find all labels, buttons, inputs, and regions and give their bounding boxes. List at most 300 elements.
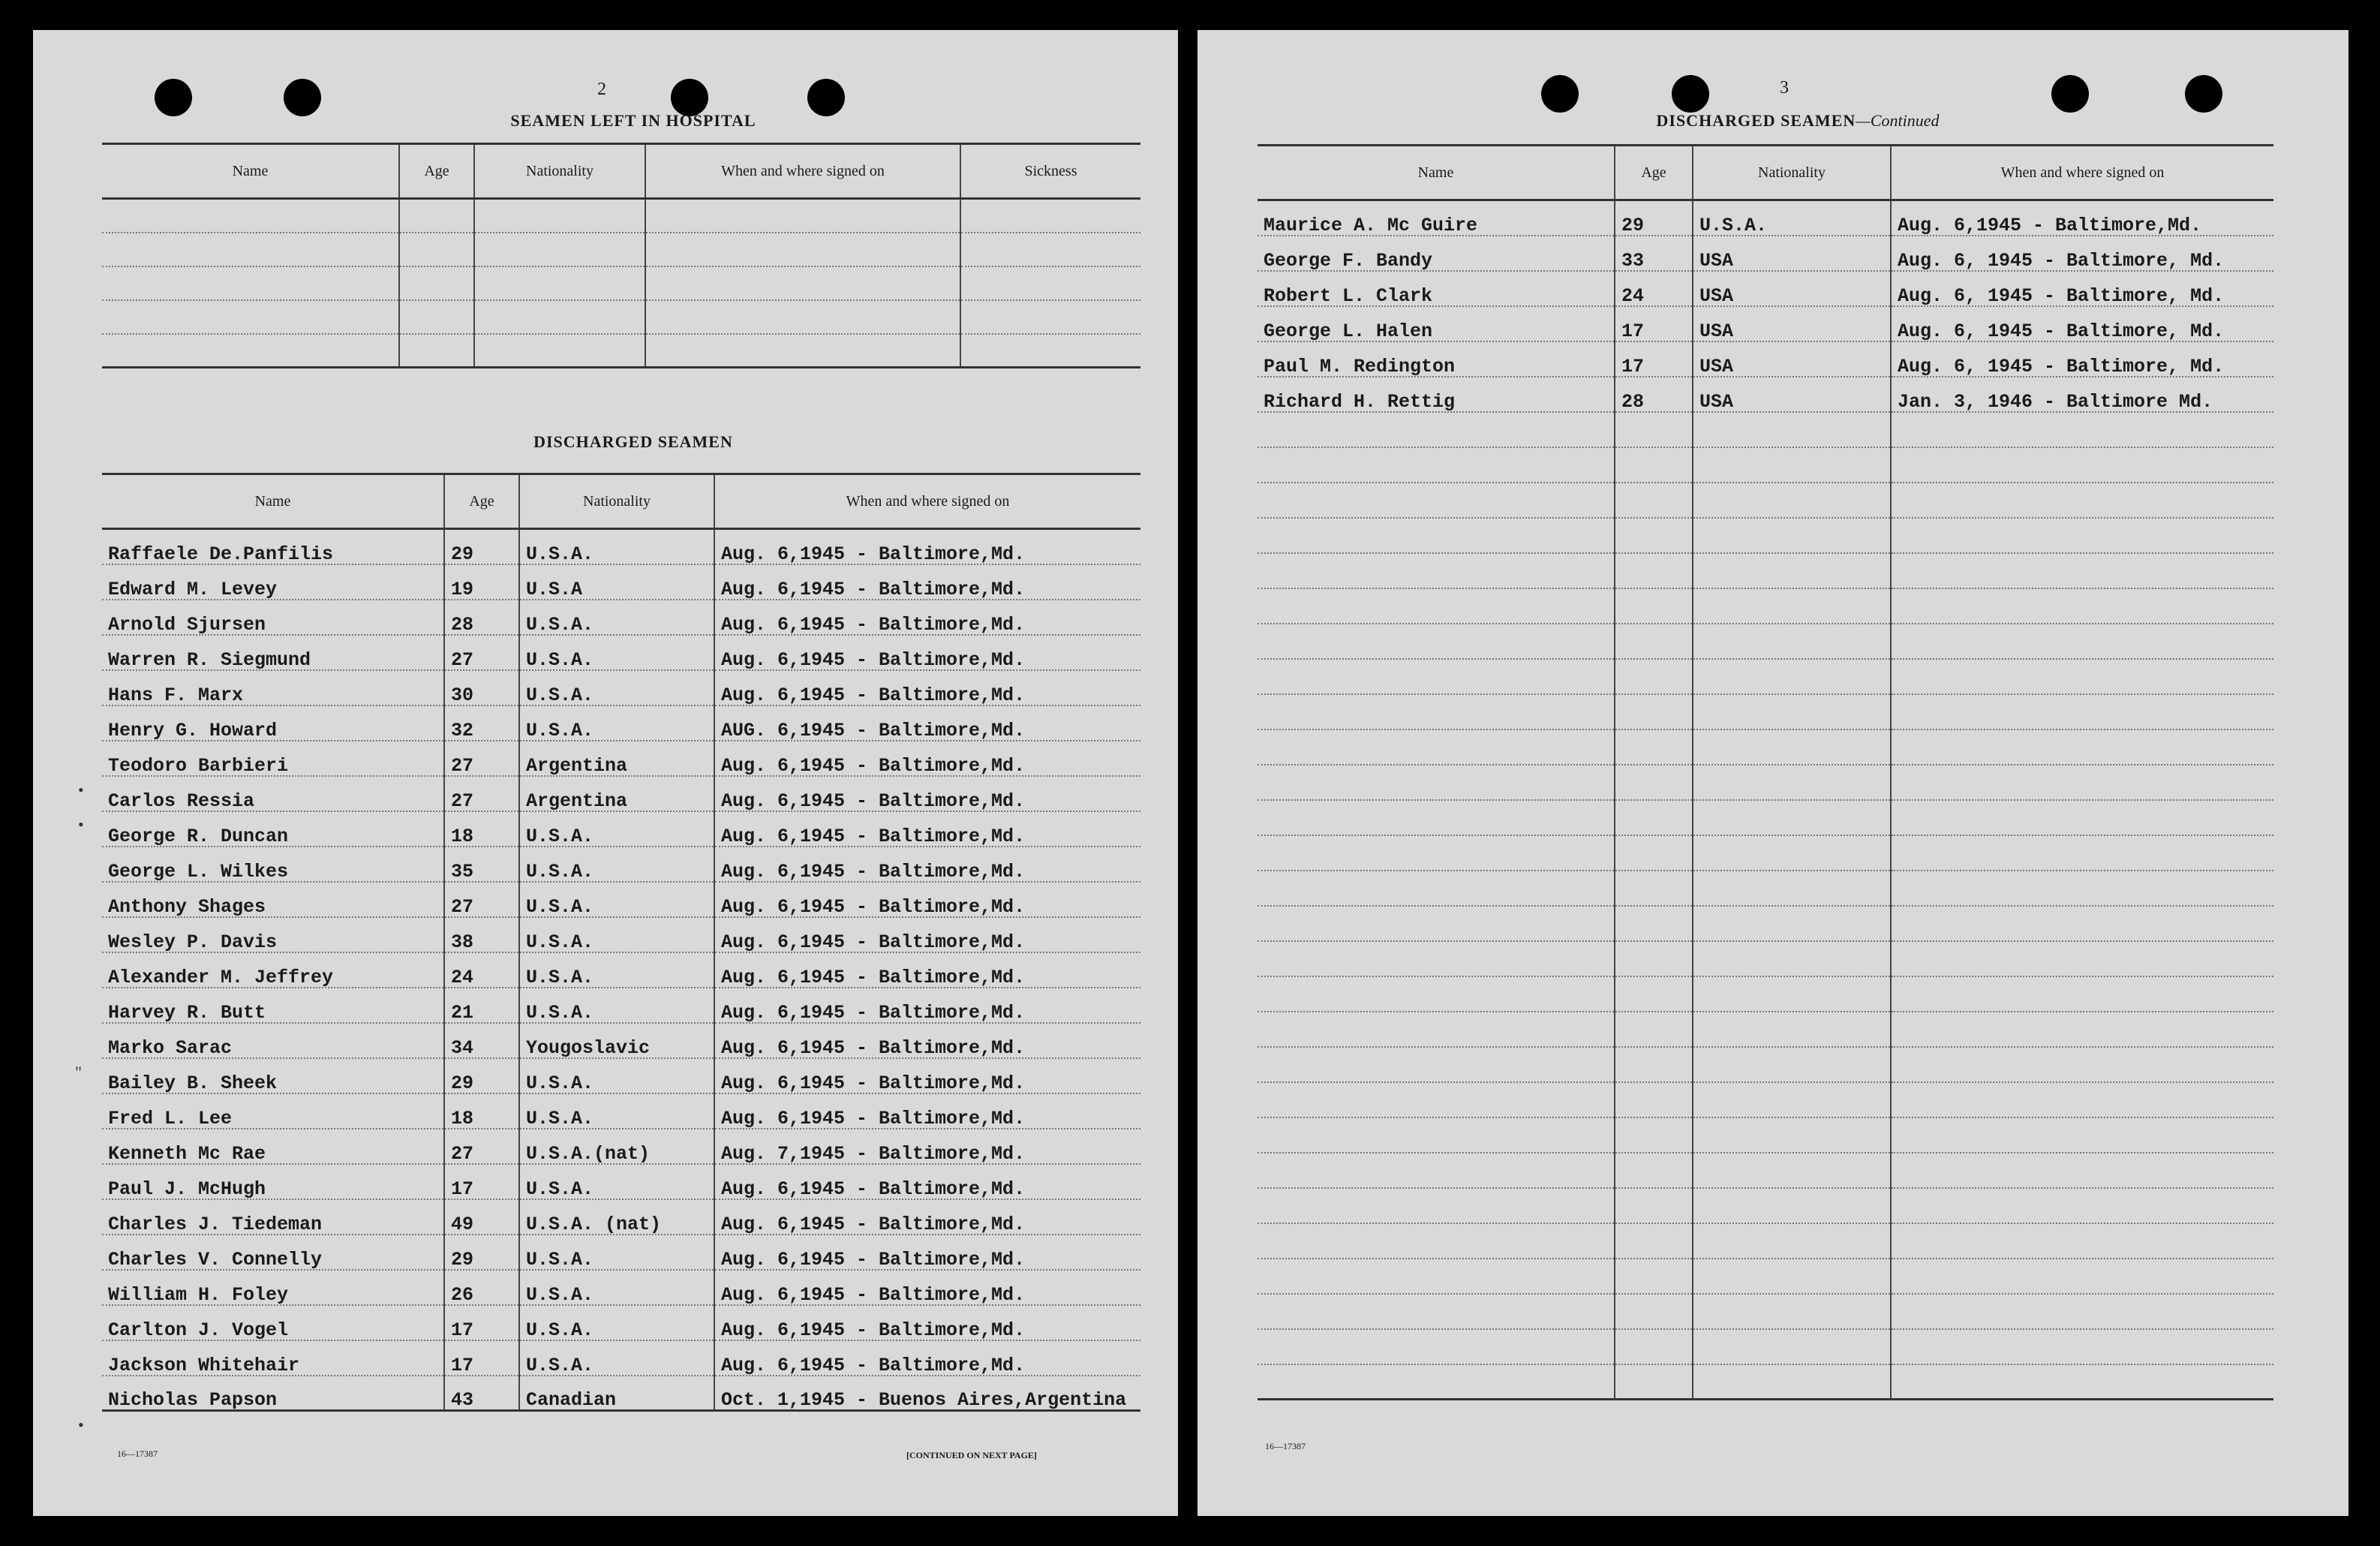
table-cell: 28 <box>1615 377 1693 412</box>
table-row <box>102 917 1140 952</box>
table-cell: Aug. 6,1945 - Baltimore,Md. <box>714 811 1140 847</box>
table-cell: USA <box>1693 341 1891 377</box>
blank-cell <box>1615 800 1693 835</box>
table-cell: Aug. 7,1945 - Baltimore,Md. <box>714 1129 1140 1164</box>
table-cell: Aug. 6,1945 - Baltimore,Md. <box>714 1093 1140 1129</box>
blank-cell <box>1693 483 1891 518</box>
table-cell: Aug. 6,1945 - Baltimore,Md. <box>714 635 1140 670</box>
column-header-nationality: Nationality <box>1693 146 1891 200</box>
table-cell: Aug. 6,1945 - Baltimore,Md. <box>714 847 1140 882</box>
table-row <box>102 1129 1140 1164</box>
page-number: 2 <box>597 80 606 99</box>
column-header-sickness: Sickness <box>960 144 1140 199</box>
blank-cell <box>1615 1259 1693 1294</box>
table-cell: Marko Sarac <box>102 1023 444 1058</box>
margin-mark: • <box>78 1415 84 1434</box>
blank-cell <box>960 266 1140 300</box>
blank-cell <box>1615 483 1693 518</box>
blank-cell <box>1693 906 1891 941</box>
table-cell: U.S.A.(nat) <box>519 1129 714 1164</box>
table-cell: U.S.A. <box>519 917 714 952</box>
blank-cell <box>1693 1012 1891 1047</box>
blank-cell <box>474 300 645 334</box>
table-cell: Aug. 6,1945 - Baltimore,Md. <box>714 1235 1140 1270</box>
table-cell: 38 <box>444 917 519 952</box>
table-cell: Teodoro Barbieri <box>102 741 444 776</box>
blank-cell <box>1891 1259 2273 1294</box>
table-cell: U.S.A. <box>519 1093 714 1129</box>
blank-cell <box>1693 518 1891 553</box>
blank-cell <box>1891 1329 2273 1364</box>
table-cell: U.S.A. (nat) <box>519 1199 714 1235</box>
blank-cell <box>1615 906 1693 941</box>
blank-cell <box>1615 1047 1693 1082</box>
blank-cell <box>399 334 474 368</box>
blank-cell <box>1891 1117 2273 1153</box>
table-row <box>102 741 1140 776</box>
table-cell: 29 <box>444 1235 519 1270</box>
table-cell: U.S.A. <box>519 1270 714 1305</box>
blank-cell <box>474 199 645 233</box>
blank-cell <box>1258 588 1615 624</box>
table-row <box>102 847 1140 882</box>
blank-cell <box>960 199 1140 233</box>
blank-row <box>1258 800 2273 835</box>
blank-cell <box>102 266 399 300</box>
page-number: 3 <box>1780 78 1789 98</box>
table-cell: U.S.A. <box>519 635 714 670</box>
table-cell: Aug. 6,1945 - Baltimore,Md. <box>714 1270 1140 1305</box>
table-row <box>102 882 1140 917</box>
blank-cell <box>1615 976 1693 1012</box>
blank-cell <box>645 300 960 334</box>
blank-row <box>1258 483 2273 518</box>
blank-cell <box>1693 871 1891 906</box>
table-cell: William H. Foley <box>102 1270 444 1305</box>
table-cell: Robert L. Clark <box>1258 271 1615 306</box>
table-cell: George L. Halen <box>1258 306 1615 341</box>
table-cell: U.S.A. <box>519 1235 714 1270</box>
blank-row <box>1258 1294 2273 1329</box>
blank-cell <box>1891 1294 2273 1329</box>
blank-cell <box>102 199 399 233</box>
blank-row <box>102 300 1140 334</box>
margin-mark: • <box>78 781 84 799</box>
blank-cell <box>1258 659 1615 694</box>
table-cell: 17 <box>444 1340 519 1376</box>
margin-mark: " <box>75 1063 82 1081</box>
hospital-table <box>102 143 1140 368</box>
right-page <box>1198 30 2348 1516</box>
table-cell: Aug. 6,1945 - Baltimore,Md. <box>714 952 1140 988</box>
blank-cell <box>1891 1153 2273 1188</box>
punch-hole <box>1672 75 1709 113</box>
table-cell: Aug. 6,1945 - Baltimore,Md. <box>1891 200 2273 236</box>
blank-cell <box>399 199 474 233</box>
blank-cell <box>1258 1012 1615 1047</box>
table-cell: Anthony Shages <box>102 882 444 917</box>
table-cell: 29 <box>444 529 519 564</box>
blank-cell <box>1615 1329 1693 1364</box>
table-cell: Bailey B. Sheek <box>102 1058 444 1093</box>
table-cell: Warren R. Siegmund <box>102 635 444 670</box>
blank-cell <box>1693 412 1891 447</box>
table-cell: U.S.A. <box>519 600 714 635</box>
blank-cell <box>1693 1117 1891 1153</box>
table-cell: 27 <box>444 635 519 670</box>
blank-cell <box>474 266 645 300</box>
blank-cell <box>1891 483 2273 518</box>
table-cell: Carlos Ressia <box>102 776 444 811</box>
table-cell: U.S.A. <box>519 1340 714 1376</box>
blank-cell <box>1258 483 1615 518</box>
blank-cell <box>1258 1153 1615 1188</box>
blank-row <box>1258 518 2273 553</box>
blank-cell <box>1615 412 1693 447</box>
blank-cell <box>1258 694 1615 729</box>
blank-cell <box>1891 800 2273 835</box>
blank-row <box>1258 1117 2273 1153</box>
table-cell: Aug. 6,1945 - Baltimore,Md. <box>714 988 1140 1023</box>
blank-row <box>1258 447 2273 483</box>
table-cell: USA <box>1693 306 1891 341</box>
blank-cell <box>1891 1082 2273 1117</box>
margin-mark: • <box>78 815 84 834</box>
blank-row <box>1258 906 2273 941</box>
blank-cell <box>474 334 645 368</box>
blank-row <box>1258 659 2273 694</box>
blank-cell <box>645 334 960 368</box>
blank-cell <box>1891 1223 2273 1259</box>
blank-cell <box>1891 518 2273 553</box>
table-cell: Canadian <box>519 1376 714 1411</box>
table-row <box>102 1199 1140 1235</box>
blank-cell <box>1891 412 2273 447</box>
column-header-when-and-where-signed-on: When and where signed on <box>1891 146 2273 200</box>
blank-row <box>1258 1047 2273 1082</box>
blank-cell <box>1891 1012 2273 1047</box>
blank-cell <box>1891 1188 2273 1223</box>
table-cell: 32 <box>444 705 519 741</box>
column-header-when-and-where-signed-on: When and where signed on <box>645 144 960 199</box>
table-cell: 24 <box>1615 271 1693 306</box>
form-number: 16—17387 <box>117 1448 158 1459</box>
blank-cell <box>1258 765 1615 800</box>
table-row <box>1258 236 2273 271</box>
blank-cell <box>1693 1329 1891 1364</box>
blank-cell <box>1615 1364 1693 1400</box>
table-cell: Aug. 6,1945 - Baltimore,Md. <box>714 882 1140 917</box>
blank-cell <box>399 300 474 334</box>
table-row <box>102 1305 1140 1340</box>
blank-row <box>1258 871 2273 906</box>
table-cell: Raffaele De.Panfilis <box>102 529 444 564</box>
table-cell: Aug. 6,1945 - Baltimore,Md. <box>714 917 1140 952</box>
blank-cell <box>645 199 960 233</box>
form-number: 16—17387 <box>1265 1441 1306 1451</box>
table-cell: Arnold Sjursen <box>102 600 444 635</box>
table-row <box>102 952 1140 988</box>
table-cell: Aug. 6,1945 - Baltimore,Md. <box>714 529 1140 564</box>
table-cell: USA <box>1693 236 1891 271</box>
table-cell: Nicholas Papson <box>102 1376 444 1411</box>
blank-cell <box>1258 1294 1615 1329</box>
table-row <box>102 635 1140 670</box>
blank-cell <box>1891 588 2273 624</box>
table-cell: 17 <box>1615 306 1693 341</box>
blank-cell <box>1693 1364 1891 1400</box>
table-cell: U.S.A <box>519 564 714 600</box>
blank-cell <box>1615 624 1693 659</box>
blank-cell <box>1615 659 1693 694</box>
table-cell: Aug. 6,1945 - Baltimore,Md. <box>714 564 1140 600</box>
table-cell: 26 <box>444 1270 519 1305</box>
table-cell: Aug. 6,1945 - Baltimore,Md. <box>714 1340 1140 1376</box>
table-cell: Fred L. Lee <box>102 1093 444 1129</box>
column-header-nationality: Nationality <box>474 144 645 199</box>
table-row <box>1258 377 2273 412</box>
blank-cell <box>1258 1117 1615 1153</box>
table-cell: U.S.A. <box>519 1164 714 1199</box>
table-cell: Jackson Whitehair <box>102 1340 444 1376</box>
blank-cell <box>1615 729 1693 765</box>
blank-cell <box>1615 553 1693 588</box>
table-cell: Argentina <box>519 741 714 776</box>
table-cell: U.S.A. <box>519 1058 714 1093</box>
left-page <box>33 30 1178 1516</box>
blank-cell <box>1693 588 1891 624</box>
table-cell: Aug. 6, 1945 - Baltimore, Md. <box>1891 271 2273 306</box>
blank-row <box>1258 765 2273 800</box>
blank-cell <box>1693 1188 1891 1223</box>
blank-cell <box>1891 553 2273 588</box>
table-cell: George F. Bandy <box>1258 236 1615 271</box>
blank-cell <box>1258 1223 1615 1259</box>
blank-cell <box>1891 871 2273 906</box>
blank-cell <box>1693 447 1891 483</box>
blank-cell <box>1258 553 1615 588</box>
table-cell: 19 <box>444 564 519 600</box>
table-cell: Edward M. Levey <box>102 564 444 600</box>
table-row <box>102 600 1140 635</box>
table-row <box>1258 306 2273 341</box>
table-cell: U.S.A. <box>519 1305 714 1340</box>
blank-cell <box>1258 976 1615 1012</box>
table-cell: Aug. 6,1945 - Baltimore,Md. <box>714 1164 1140 1199</box>
table-row <box>1258 200 2273 236</box>
punch-hole <box>1541 75 1579 113</box>
blank-cell <box>960 300 1140 334</box>
table-cell: Aug. 6,1945 - Baltimore,Md. <box>714 741 1140 776</box>
blank-cell <box>1693 1153 1891 1188</box>
blank-row <box>1258 412 2273 447</box>
blank-cell <box>1615 1012 1693 1047</box>
blank-cell <box>645 266 960 300</box>
table-cell: Hans F. Marx <box>102 670 444 705</box>
blank-row <box>1258 694 2273 729</box>
column-header-name: Name <box>102 474 444 529</box>
table-cell: 33 <box>1615 236 1693 271</box>
table-cell: U.S.A. <box>519 811 714 847</box>
table-cell: USA <box>1693 271 1891 306</box>
table-cell: 29 <box>1615 200 1693 236</box>
table-cell: Jan. 3, 1946 - Baltimore Md. <box>1891 377 2273 412</box>
blank-cell <box>645 233 960 266</box>
table-cell: Paul M. Redington <box>1258 341 1615 377</box>
blank-cell <box>1258 835 1615 871</box>
table-cell: 49 <box>444 1199 519 1235</box>
table-cell: U.S.A. <box>519 847 714 882</box>
column-header-age: Age <box>399 144 474 199</box>
table-cell: Yougoslavic <box>519 1023 714 1058</box>
column-header-name: Name <box>102 144 399 199</box>
table-cell: Henry G. Howard <box>102 705 444 741</box>
blank-row <box>1258 1012 2273 1047</box>
table-row <box>102 811 1140 847</box>
blank-cell <box>1615 835 1693 871</box>
blank-cell <box>1258 412 1615 447</box>
blank-cell <box>1615 871 1693 906</box>
table-cell: Argentina <box>519 776 714 811</box>
table-cell: 27 <box>444 776 519 811</box>
table-cell: Aug. 6,1945 - Baltimore,Md. <box>714 1023 1140 1058</box>
blank-row <box>1258 1082 2273 1117</box>
table-cell: 34 <box>444 1023 519 1058</box>
blank-cell <box>1258 1364 1615 1400</box>
table-cell: 29 <box>444 1058 519 1093</box>
blank-cell <box>1258 941 1615 976</box>
blank-cell <box>1891 447 2273 483</box>
blank-cell <box>1615 694 1693 729</box>
table-cell: U.S.A. <box>519 988 714 1023</box>
blank-cell <box>1693 1047 1891 1082</box>
table-row <box>102 1340 1140 1376</box>
table-row <box>102 1235 1140 1270</box>
blank-cell <box>1693 659 1891 694</box>
title-text: DISCHARGED SEAMEN <box>1656 111 1856 130</box>
blank-row <box>102 199 1140 233</box>
table-cell: Richard H. Rettig <box>1258 377 1615 412</box>
punch-hole <box>155 79 192 116</box>
hospital-section-title: SEAMEN LEFT IN HOSPITAL <box>510 111 756 130</box>
blank-cell <box>1615 941 1693 976</box>
table-cell: Aug. 6, 1945 - Baltimore, Md. <box>1891 236 2273 271</box>
blank-row <box>1258 941 2273 976</box>
table-cell: U.S.A. <box>519 529 714 564</box>
blank-cell <box>1615 765 1693 800</box>
table-cell: Aug. 6, 1945 - Baltimore, Md. <box>1891 341 2273 377</box>
blank-row <box>1258 1329 2273 1364</box>
table-cell: 27 <box>444 741 519 776</box>
table-cell: Oct. 1,1945 - Buenos Aires,Argentina <box>714 1376 1140 1411</box>
blank-row <box>1258 1153 2273 1188</box>
blank-cell <box>1615 1223 1693 1259</box>
blank-cell <box>1615 1082 1693 1117</box>
blank-cell <box>1693 835 1891 871</box>
blank-row <box>1258 1259 2273 1294</box>
table-cell: 24 <box>444 952 519 988</box>
table-row <box>102 1164 1140 1199</box>
table-cell: Harvey R. Butt <box>102 988 444 1023</box>
table-cell: Alexander M. Jeffrey <box>102 952 444 988</box>
blank-cell <box>1891 694 2273 729</box>
blank-row <box>1258 588 2273 624</box>
blank-row <box>1258 624 2273 659</box>
table-cell: U.S.A. <box>519 882 714 917</box>
column-header-when-and-where-signed-on: When and where signed on <box>714 474 1140 529</box>
blank-cell <box>102 300 399 334</box>
table-row <box>1258 271 2273 306</box>
table-cell: Paul J. McHugh <box>102 1164 444 1199</box>
blank-row <box>1258 729 2273 765</box>
punch-hole <box>284 79 321 116</box>
blank-row <box>1258 835 2273 871</box>
table-cell: 27 <box>444 1129 519 1164</box>
blank-cell <box>399 266 474 300</box>
blank-cell <box>1693 765 1891 800</box>
table-cell: George R. Duncan <box>102 811 444 847</box>
continued-note: [CONTINUED ON NEXT PAGE] <box>906 1450 1037 1460</box>
table-row <box>102 564 1140 600</box>
blank-cell <box>1615 1117 1693 1153</box>
column-header-name: Name <box>1258 146 1615 200</box>
table-cell: 18 <box>444 1093 519 1129</box>
blank-row <box>1258 553 2273 588</box>
discharged-continued-title <box>1535 111 2060 131</box>
blank-cell <box>1615 1294 1693 1329</box>
table-cell: Aug. 6,1945 - Baltimore,Md. <box>714 600 1140 635</box>
discharged-continued-table <box>1258 144 2273 1400</box>
blank-cell <box>102 233 399 266</box>
blank-cell <box>1891 729 2273 765</box>
table-row <box>1258 341 2273 377</box>
blank-cell <box>1693 624 1891 659</box>
table-cell: Charles V. Connelly <box>102 1235 444 1270</box>
table-cell: 43 <box>444 1376 519 1411</box>
blank-cell <box>474 233 645 266</box>
table-cell: USA <box>1693 377 1891 412</box>
blank-row <box>102 233 1140 266</box>
blank-cell <box>399 233 474 266</box>
table-cell: George L. Wilkes <box>102 847 444 882</box>
blank-cell <box>1258 447 1615 483</box>
discharged-section-title: DISCHARGED SEAMEN <box>533 432 733 451</box>
blank-cell <box>1693 941 1891 976</box>
table-cell: U.S.A. <box>519 952 714 988</box>
table-row <box>102 988 1140 1023</box>
blank-cell <box>1258 1188 1615 1223</box>
table-cell: U.S.A. <box>1693 200 1891 236</box>
table-cell: Aug. 6, 1945 - Baltimore, Md. <box>1891 306 2273 341</box>
blank-cell <box>1693 729 1891 765</box>
table-row <box>102 705 1140 741</box>
table-row <box>102 1376 1140 1411</box>
blank-cell <box>1891 1364 2273 1400</box>
blank-row <box>1258 1364 2273 1400</box>
blank-row <box>1258 976 2273 1012</box>
blank-cell <box>1258 1047 1615 1082</box>
table-row <box>102 1270 1140 1305</box>
blank-cell <box>1258 906 1615 941</box>
table-cell: Aug. 6,1945 - Baltimore,Md. <box>714 1058 1140 1093</box>
blank-cell <box>1891 1047 2273 1082</box>
blank-cell <box>960 334 1140 368</box>
table-cell: 30 <box>444 670 519 705</box>
table-cell: Aug. 6,1945 - Baltimore,Md. <box>714 670 1140 705</box>
blank-cell <box>1258 518 1615 553</box>
blank-cell <box>1258 1259 1615 1294</box>
blank-cell <box>1891 976 2273 1012</box>
